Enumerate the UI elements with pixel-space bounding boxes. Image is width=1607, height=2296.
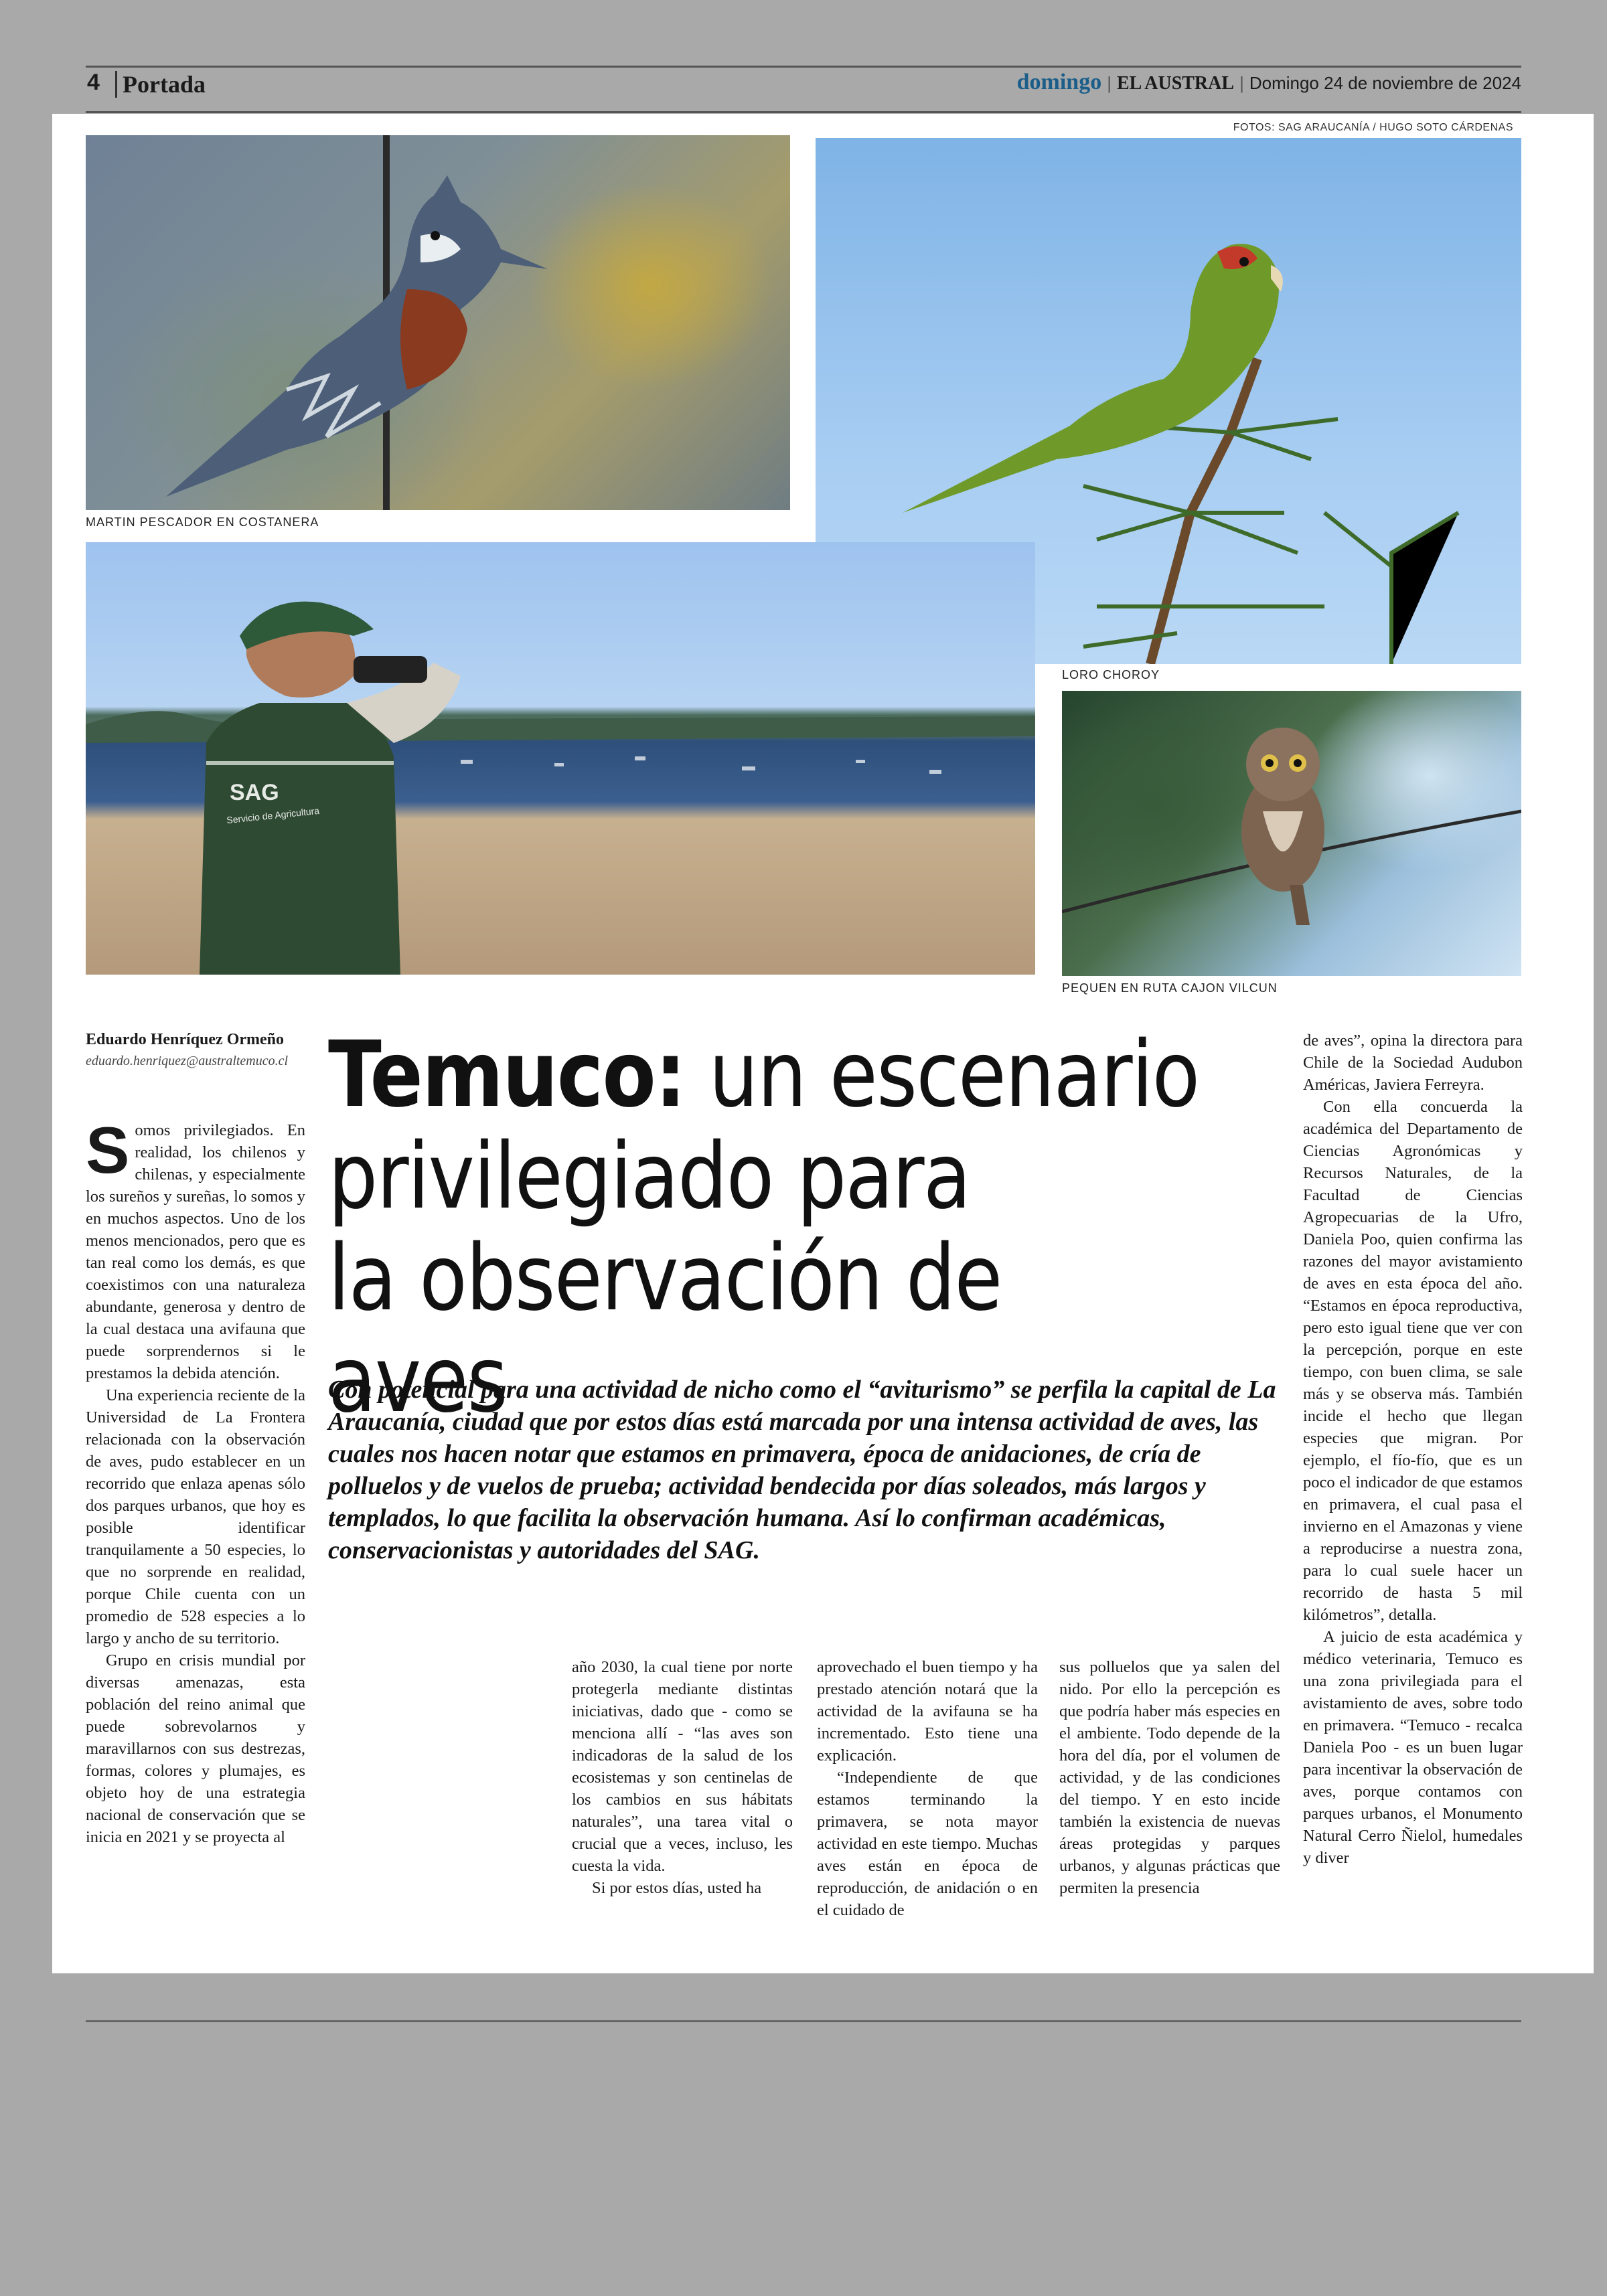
paper-name: EL AUSTRAL <box>1116 73 1235 94</box>
paragraph: A juicio de esta académica y médico veterinaria, Temuco es una zona privilegiada para el avistamiento de aves, sobre todo en primavera. “Temuco - recalca Daniela Poo - es un buen lugar para incentivar la observación de aves, porque contamos con parques urbanos, el Monumento Natural Cerro Ñielol, humedales y diver <box>1303 1628 1523 1867</box>
paragraph: Somos privilegiados. En realidad, los chilenos y chilenas, y especialmente los sureños y sureñas, lo somos y en muchos aspectos. Uno de los menos mencionados, pero que es tan real como los demás, es que coexistimos con una naturaleza abundante, generosa y dentro de la cual destaca una avifauna que puede sorprendernos si le prestamos la debida atención. <box>86 1113 305 1382</box>
kingfisher-illustration <box>86 135 790 510</box>
section-name: Portada <box>115 71 206 98</box>
birdwatcher-illustration <box>86 542 1035 975</box>
photo-kingfisher <box>86 135 790 510</box>
paragraph: Una experiencia reciente de la Universidad de La Frontera relacionada con la observación de aves, pudo establecer en un recorrido que enlaza apenas sólo dos parques urbanos, que hoy es posible identificar tranquilamente a 50 especies, lo que no sorprende en realidad, porque Chile cuenta con un promedio de 528 especies a lo largo y ancho de su territorio. <box>86 1386 305 1647</box>
owl-illustration <box>1062 691 1521 976</box>
body-column-4 <box>1059 1656 1280 1899</box>
headline-line-3: la observación de aves <box>328 1226 1002 1433</box>
body-column-5 <box>1303 1030 1523 1869</box>
paragraph: “Independiente de que estamos terminando la primavera, se nota mayor actividad en este tiempo. Muchas aves están en época de reproducción, de anidación o en el cuidado de <box>817 1769 1038 1919</box>
byline-email: eduardo.henriquez@australtemuco.cl <box>86 1054 289 1068</box>
paragraph: sus polluelos que ya salen del nido. Por ello la percepción es que podría haber más especies en el ambiente. Todo depende de la hora del día, por el volumen de actividad, y de las condiciones del tiempo. Y en esto incide también la existencia de nuevas áreas protegidas y parques urbanos, y algunas prácticas que permiten la presencia <box>1059 1658 1280 1897</box>
photo-owl <box>1062 691 1521 976</box>
paragraph: Si por estos días, usted ha <box>592 1879 762 1897</box>
caption-parrot: LORO CHOROY <box>1062 668 1160 681</box>
body-column-1 <box>86 1113 305 1848</box>
paragraph: de aves”, opina la directora para Chile de la Sociedad Audubon Américas, Javiera Ferreyra. <box>1303 1032 1523 1094</box>
header-band <box>0 0 1607 114</box>
body-column-3 <box>817 1656 1038 1921</box>
header-rule-top <box>86 66 1521 68</box>
issue-date: Domingo 24 de noviembre de 2024 <box>1249 73 1521 93</box>
page-number: 4 <box>87 70 100 95</box>
footer-rule <box>86 2020 1521 2022</box>
paragraph: Con ella concuerda la académica del Departamento de Ciencias Agronómicas y Recursos Naturales, de la Facultad de Ciencias Agropecuarias de la Ufro, Daniela Poo, quien confirma las razones del mayor avistamiento de aves en esta época del año. “Estamos en época reproductiva, pero esto igual tiene que ver con la percepción, porque en este tiempo, con buen clima, se sale más y se observa más. También incide el hecho que llegan especies que migran. Por ejemplo, el fío-fío, que es un poco el indicador de que estamos en primavera, el cual pasa el invierno en el Amazonas y viene a reproducirse a nuestra zona, para lo cual suele hacer un recorrido de hasta 5 mil kilómetros”, detalla. <box>1303 1098 1523 1624</box>
headline-bold: Temuco: <box>328 1022 686 1128</box>
article-dek: Con potencial para una actividad de nicho como el “aviturismo” se perfila la capital de La Araucanía, ciudad que por estos días está marcada por una intensa actividad de aves, las cuales nos hacen notar que estamos en primavera, época de anidaciones, de cría de polluelos y de vuelos de prueba; actividad bendecida por días soleados, más largos y templados, lo que facilita la observación humana. Así lo confirman académicas, conservacionistas y autoridades del SAG. <box>328 1376 1276 1564</box>
headline <box>328 1024 1203 1431</box>
photo-credit: FOTOS: SAG ARAUCANÍA / HUGO SOTO CÁRDENAS <box>1233 122 1513 133</box>
byline-name: Eduardo Henríquez Ormeño <box>86 1031 285 1048</box>
vest-agency: Servicio de Agricultura <box>226 805 320 826</box>
headline-line-1 <box>328 1024 1203 1126</box>
header-rule-bottom <box>86 111 1521 113</box>
caption-kingfisher: MARTIN PESCADOR EN COSTANERA <box>86 515 319 529</box>
paragraph: aprovechado el buen tiempo y ha prestado atención notará que la actividad de la avifauna se ha incrementado. Esto tiene una explicación. <box>817 1658 1038 1765</box>
drop-cap: S <box>86 1113 130 1187</box>
photo-birdwatcher <box>86 542 1035 975</box>
brand-name: domingo <box>1016 70 1102 94</box>
publication-info: domingo | EL AUSTRAL | Domingo 24 de noviembre de 2024 <box>1016 70 1521 94</box>
headline-line-2: privilegiado para <box>328 1124 970 1230</box>
body-column-2 <box>572 1656 793 1899</box>
paragraph: año 2030, la cual tiene por norte protegerla mediante distintas iniciativas, dado que - como se menciona allí - “las aves son indicadoras de la salud de los ecosistemas y son centinelas de los cambios en sus hábitats naturales”, una tarea vital o crucial que a veces, incluso, les cuesta la vida. <box>572 1658 793 1875</box>
vest-logo: SAG <box>230 780 279 805</box>
headline-line-1-rest: un escenario <box>685 1022 1199 1128</box>
caption-owl: PEQUEN EN RUTA CAJON VILCUN <box>1062 981 1278 995</box>
paragraph: Grupo en crisis mundial por diversas amenazas, esta población del reino animal que puede sobrevolarnos y maravillarnos con sus destrezas, formas, colores y plumajes, es objeto hoy de una estrategia nacional de conservación que se inicia en 2021 y se proyecta al <box>86 1651 305 1846</box>
